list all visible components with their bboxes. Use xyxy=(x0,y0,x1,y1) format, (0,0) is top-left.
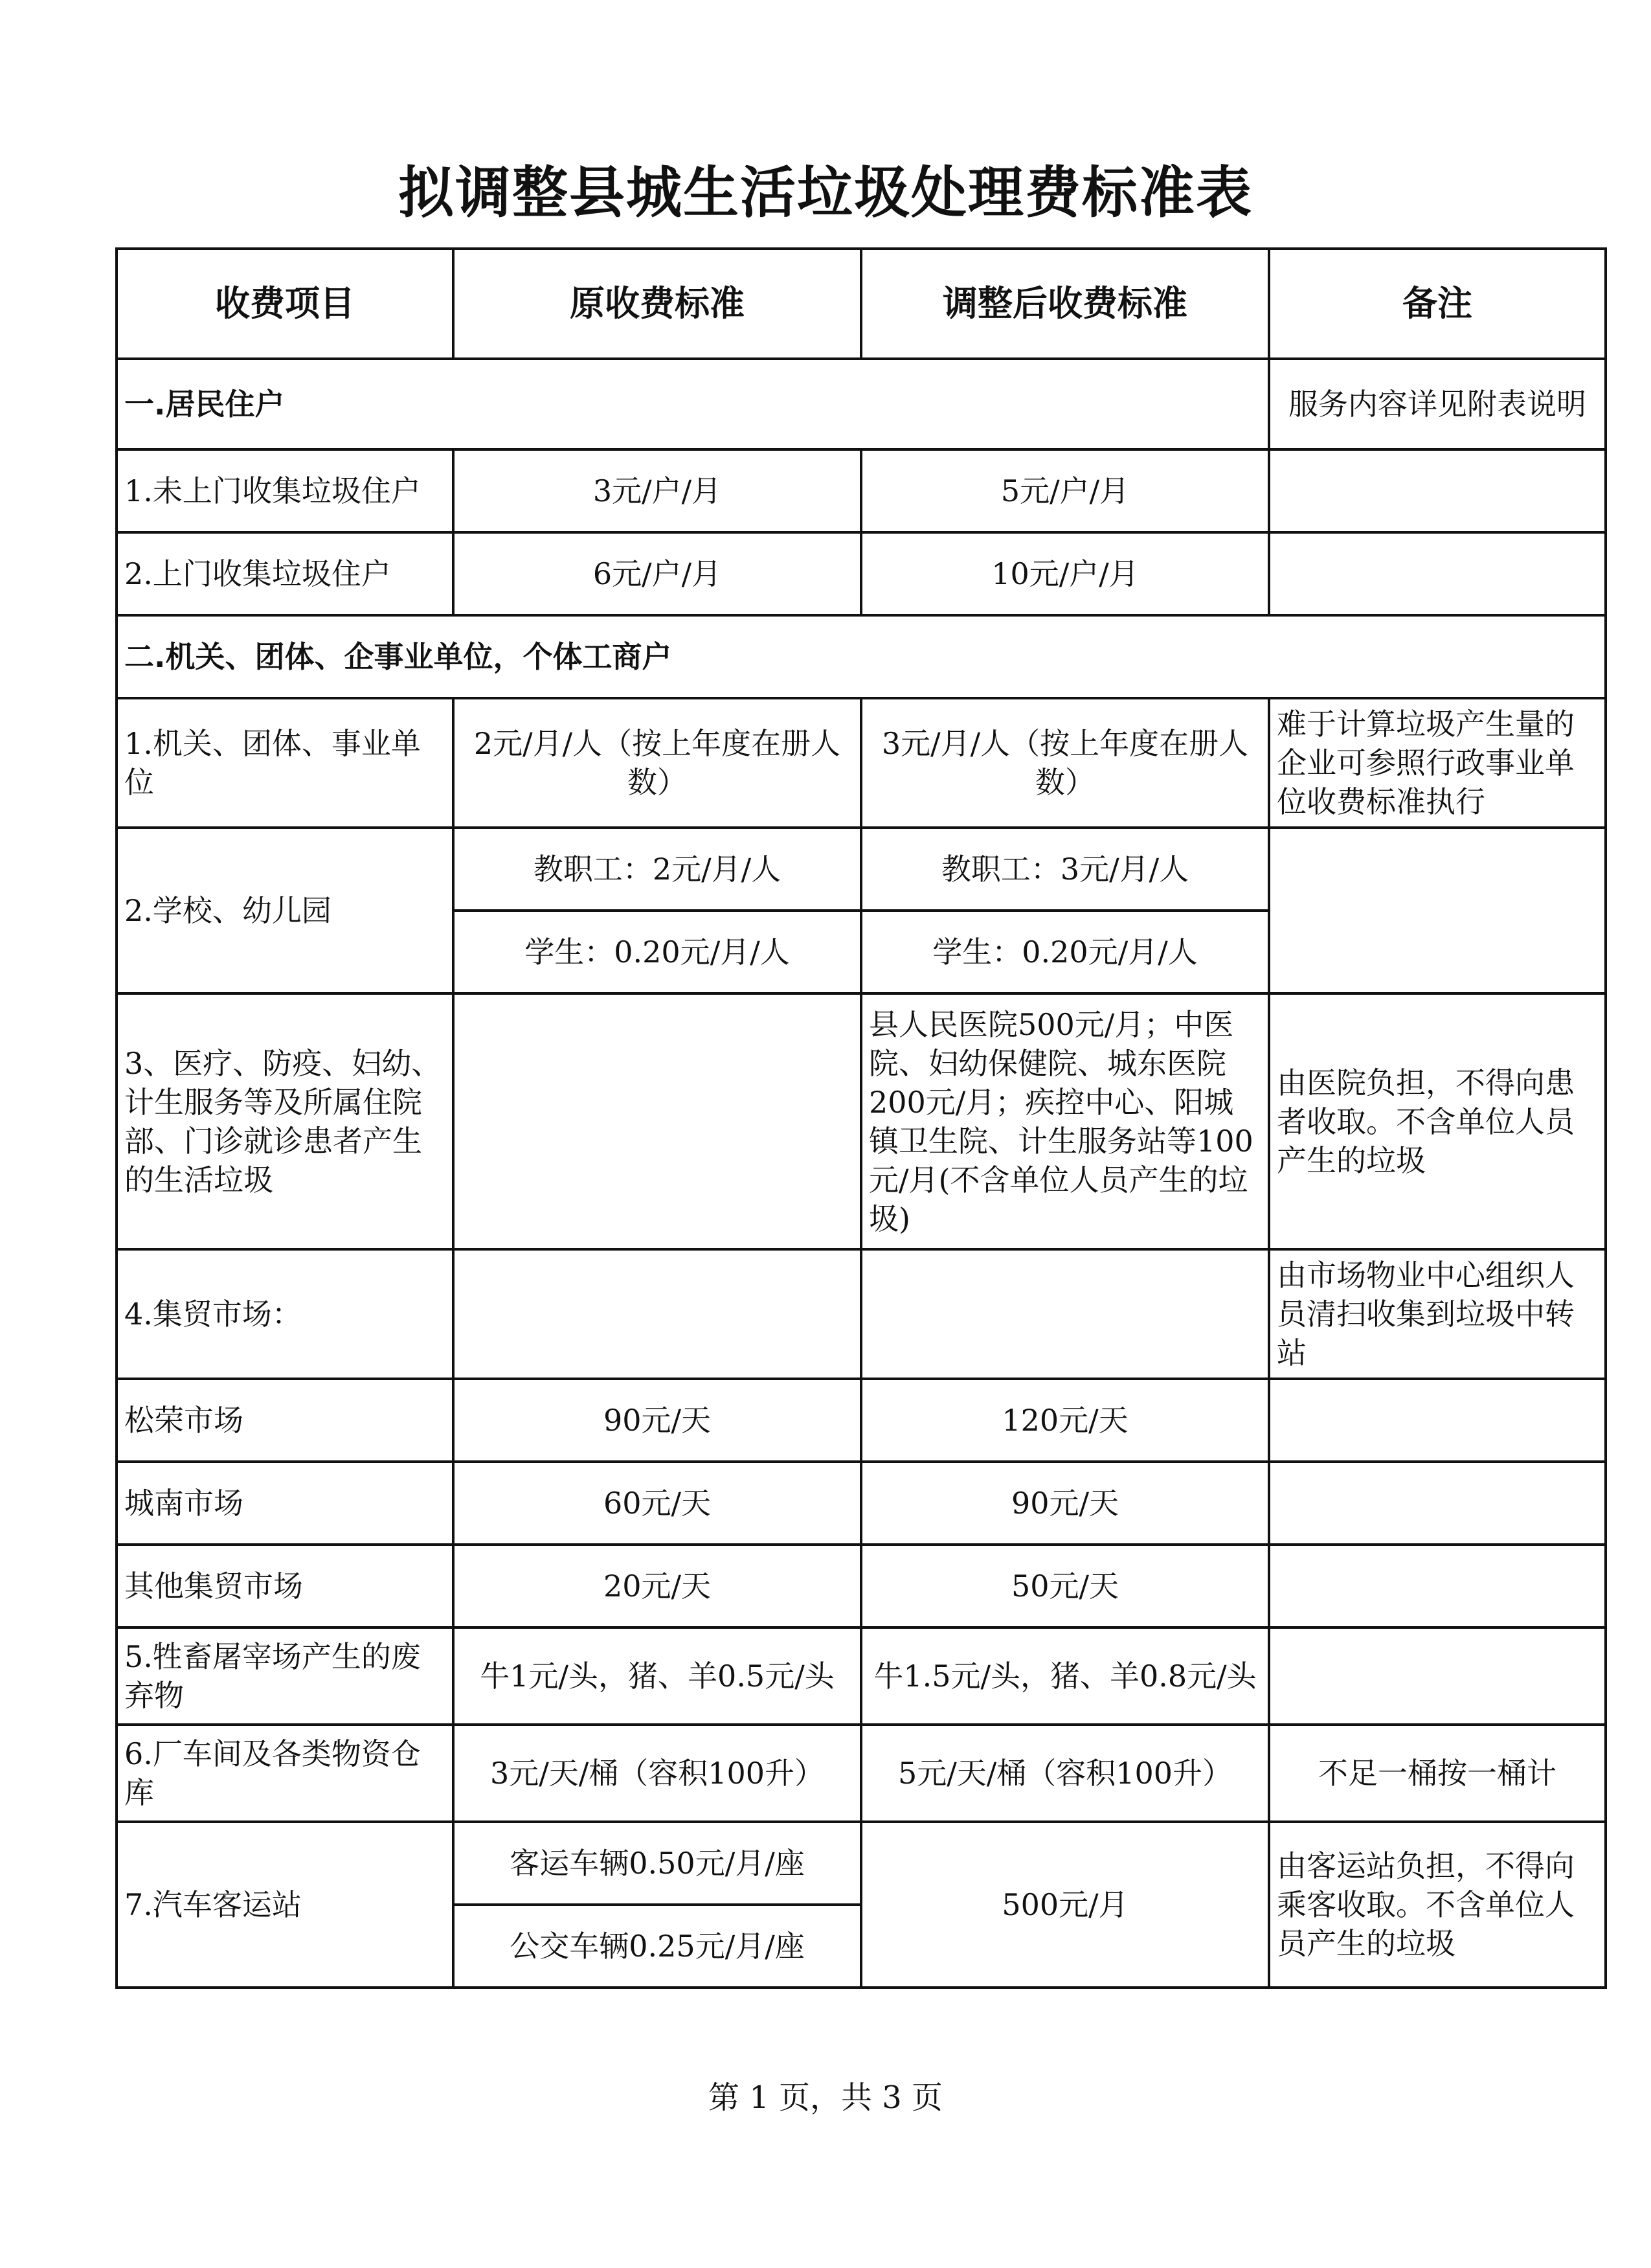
table-row xyxy=(117,449,1606,532)
row-new-fee: 3元/月/人（按上年度在册人数） xyxy=(861,698,1269,828)
table-row xyxy=(117,828,1606,911)
row-item: 6.厂车间及各类物资仓库 xyxy=(117,1725,453,1822)
section-units-label: 二.机关、团体、企事业单位，个体工商户 xyxy=(117,615,1606,698)
row-item: 1.机关、团体、事业单位 xyxy=(117,698,453,828)
row-new-fee-student: 学生：0.20元/月/人 xyxy=(861,911,1269,993)
table-row xyxy=(117,1627,1606,1725)
section-units-row xyxy=(117,615,1606,698)
row-note xyxy=(1269,1627,1606,1725)
row-old-fee-coach: 客运车辆0.50元/月/座 xyxy=(453,1822,861,1905)
row-item: 1.未上门收集垃圾住户 xyxy=(117,449,453,532)
row-item: 松荣市场 xyxy=(117,1379,453,1462)
row-old-fee xyxy=(453,1249,861,1379)
section-residents-row xyxy=(117,359,1606,449)
row-new-fee: 5元/天/桶（容积100升） xyxy=(861,1725,1269,1822)
row-old-fee: 20元/天 xyxy=(453,1545,861,1627)
table-row xyxy=(117,1545,1606,1627)
table-row xyxy=(117,1249,1606,1379)
table-row xyxy=(117,1725,1606,1822)
row-new-fee: 500元/月 xyxy=(861,1822,1269,1988)
row-note xyxy=(1269,1545,1606,1627)
row-old-fee-student: 学生：0.20元/月/人 xyxy=(453,911,861,993)
row-new-fee: 50元/天 xyxy=(861,1545,1269,1627)
row-note: 难于计算垃圾产生量的企业可参照行政事业单位收费标准执行 xyxy=(1269,698,1606,828)
row-item: 其他集贸市场 xyxy=(117,1545,453,1627)
row-new-fee: 120元/天 xyxy=(861,1379,1269,1462)
row-new-fee: 90元/天 xyxy=(861,1462,1269,1545)
table-row xyxy=(117,698,1606,828)
section-residents-label: 一.居民住户 xyxy=(117,359,1269,449)
row-old-fee xyxy=(453,993,861,1249)
row-item: 3、医疗、防疫、妇幼、计生服务等及所属住院部、门诊就诊患者产生的生活垃圾 xyxy=(117,993,453,1249)
row-old-fee: 2元/月/人（按上年度在册人数） xyxy=(453,698,861,828)
header-row xyxy=(117,249,1606,359)
row-note xyxy=(1269,1462,1606,1545)
row-new-fee: 牛1.5元/头，猪、羊0.8元/头 xyxy=(861,1627,1269,1725)
row-item: 2.学校、幼儿园 xyxy=(117,828,453,993)
table-row xyxy=(117,1462,1606,1545)
section-residents-note: 服务内容详见附表说明 xyxy=(1269,359,1606,449)
row-note xyxy=(1269,532,1606,615)
header-old-standard: 原收费标准 xyxy=(453,249,861,359)
document-title: 拟调整县城生活垃圾处理费标准表 xyxy=(398,161,1253,225)
row-old-fee: 牛1元/头，猪、羊0.5元/头 xyxy=(453,1627,861,1725)
table-row xyxy=(117,532,1606,615)
row-item: 5.牲畜屠宰场产生的废弃物 xyxy=(117,1627,453,1725)
header-item: 收费项目 xyxy=(117,249,453,359)
page-number: 第 1 页，共 3 页 xyxy=(708,2080,943,2116)
table-row xyxy=(117,1379,1606,1462)
row-old-fee: 3元/户/月 xyxy=(453,449,861,532)
row-item: 7.汽车客运站 xyxy=(117,1822,453,1988)
row-note: 由医院负担，不得向患者收取。不含单位人员产生的垃圾 xyxy=(1269,993,1606,1249)
row-old-fee: 3元/天/桶（容积100升） xyxy=(453,1725,861,1822)
row-note xyxy=(1269,828,1606,993)
row-item: 城南市场 xyxy=(117,1462,453,1545)
row-old-fee-transit: 公交车辆0.25元/月/座 xyxy=(453,1905,861,1988)
table-row xyxy=(117,993,1606,1249)
row-note xyxy=(1269,1379,1606,1462)
fee-standard-table xyxy=(115,247,1607,1989)
row-old-fee: 6元/户/月 xyxy=(453,532,861,615)
row-new-fee xyxy=(861,1249,1269,1379)
row-item: 4.集贸市场： xyxy=(117,1249,453,1379)
row-new-fee: 5元/户/月 xyxy=(861,449,1269,532)
header-note: 备注 xyxy=(1269,249,1606,359)
row-old-fee: 60元/天 xyxy=(453,1462,861,1545)
row-new-fee-staff: 教职工：3元/月/人 xyxy=(861,828,1269,911)
row-note: 由市场物业中心组织人员清扫收集到垃圾中转站 xyxy=(1269,1249,1606,1379)
row-note: 不足一桶按一桶计 xyxy=(1269,1725,1606,1822)
row-new-fee: 县人民医院500元/月；中医院、妇幼保健院、城东医院200元/月；疾控中心、阳城镇卫生院、计生服务站等100元/月(不含单位人员产生的垃圾) xyxy=(861,993,1269,1249)
header-new-standard: 调整后收费标准 xyxy=(861,249,1269,359)
row-note xyxy=(1269,449,1606,532)
row-old-fee: 90元/天 xyxy=(453,1379,861,1462)
table-row xyxy=(117,1822,1606,1905)
row-old-fee-staff: 教职工：2元/月/人 xyxy=(453,828,861,911)
row-new-fee: 10元/户/月 xyxy=(861,532,1269,615)
row-item: 2.上门收集垃圾住户 xyxy=(117,532,453,615)
row-note: 由客运站负担，不得向乘客收取。不含单位人员产生的垃圾 xyxy=(1269,1822,1606,1988)
